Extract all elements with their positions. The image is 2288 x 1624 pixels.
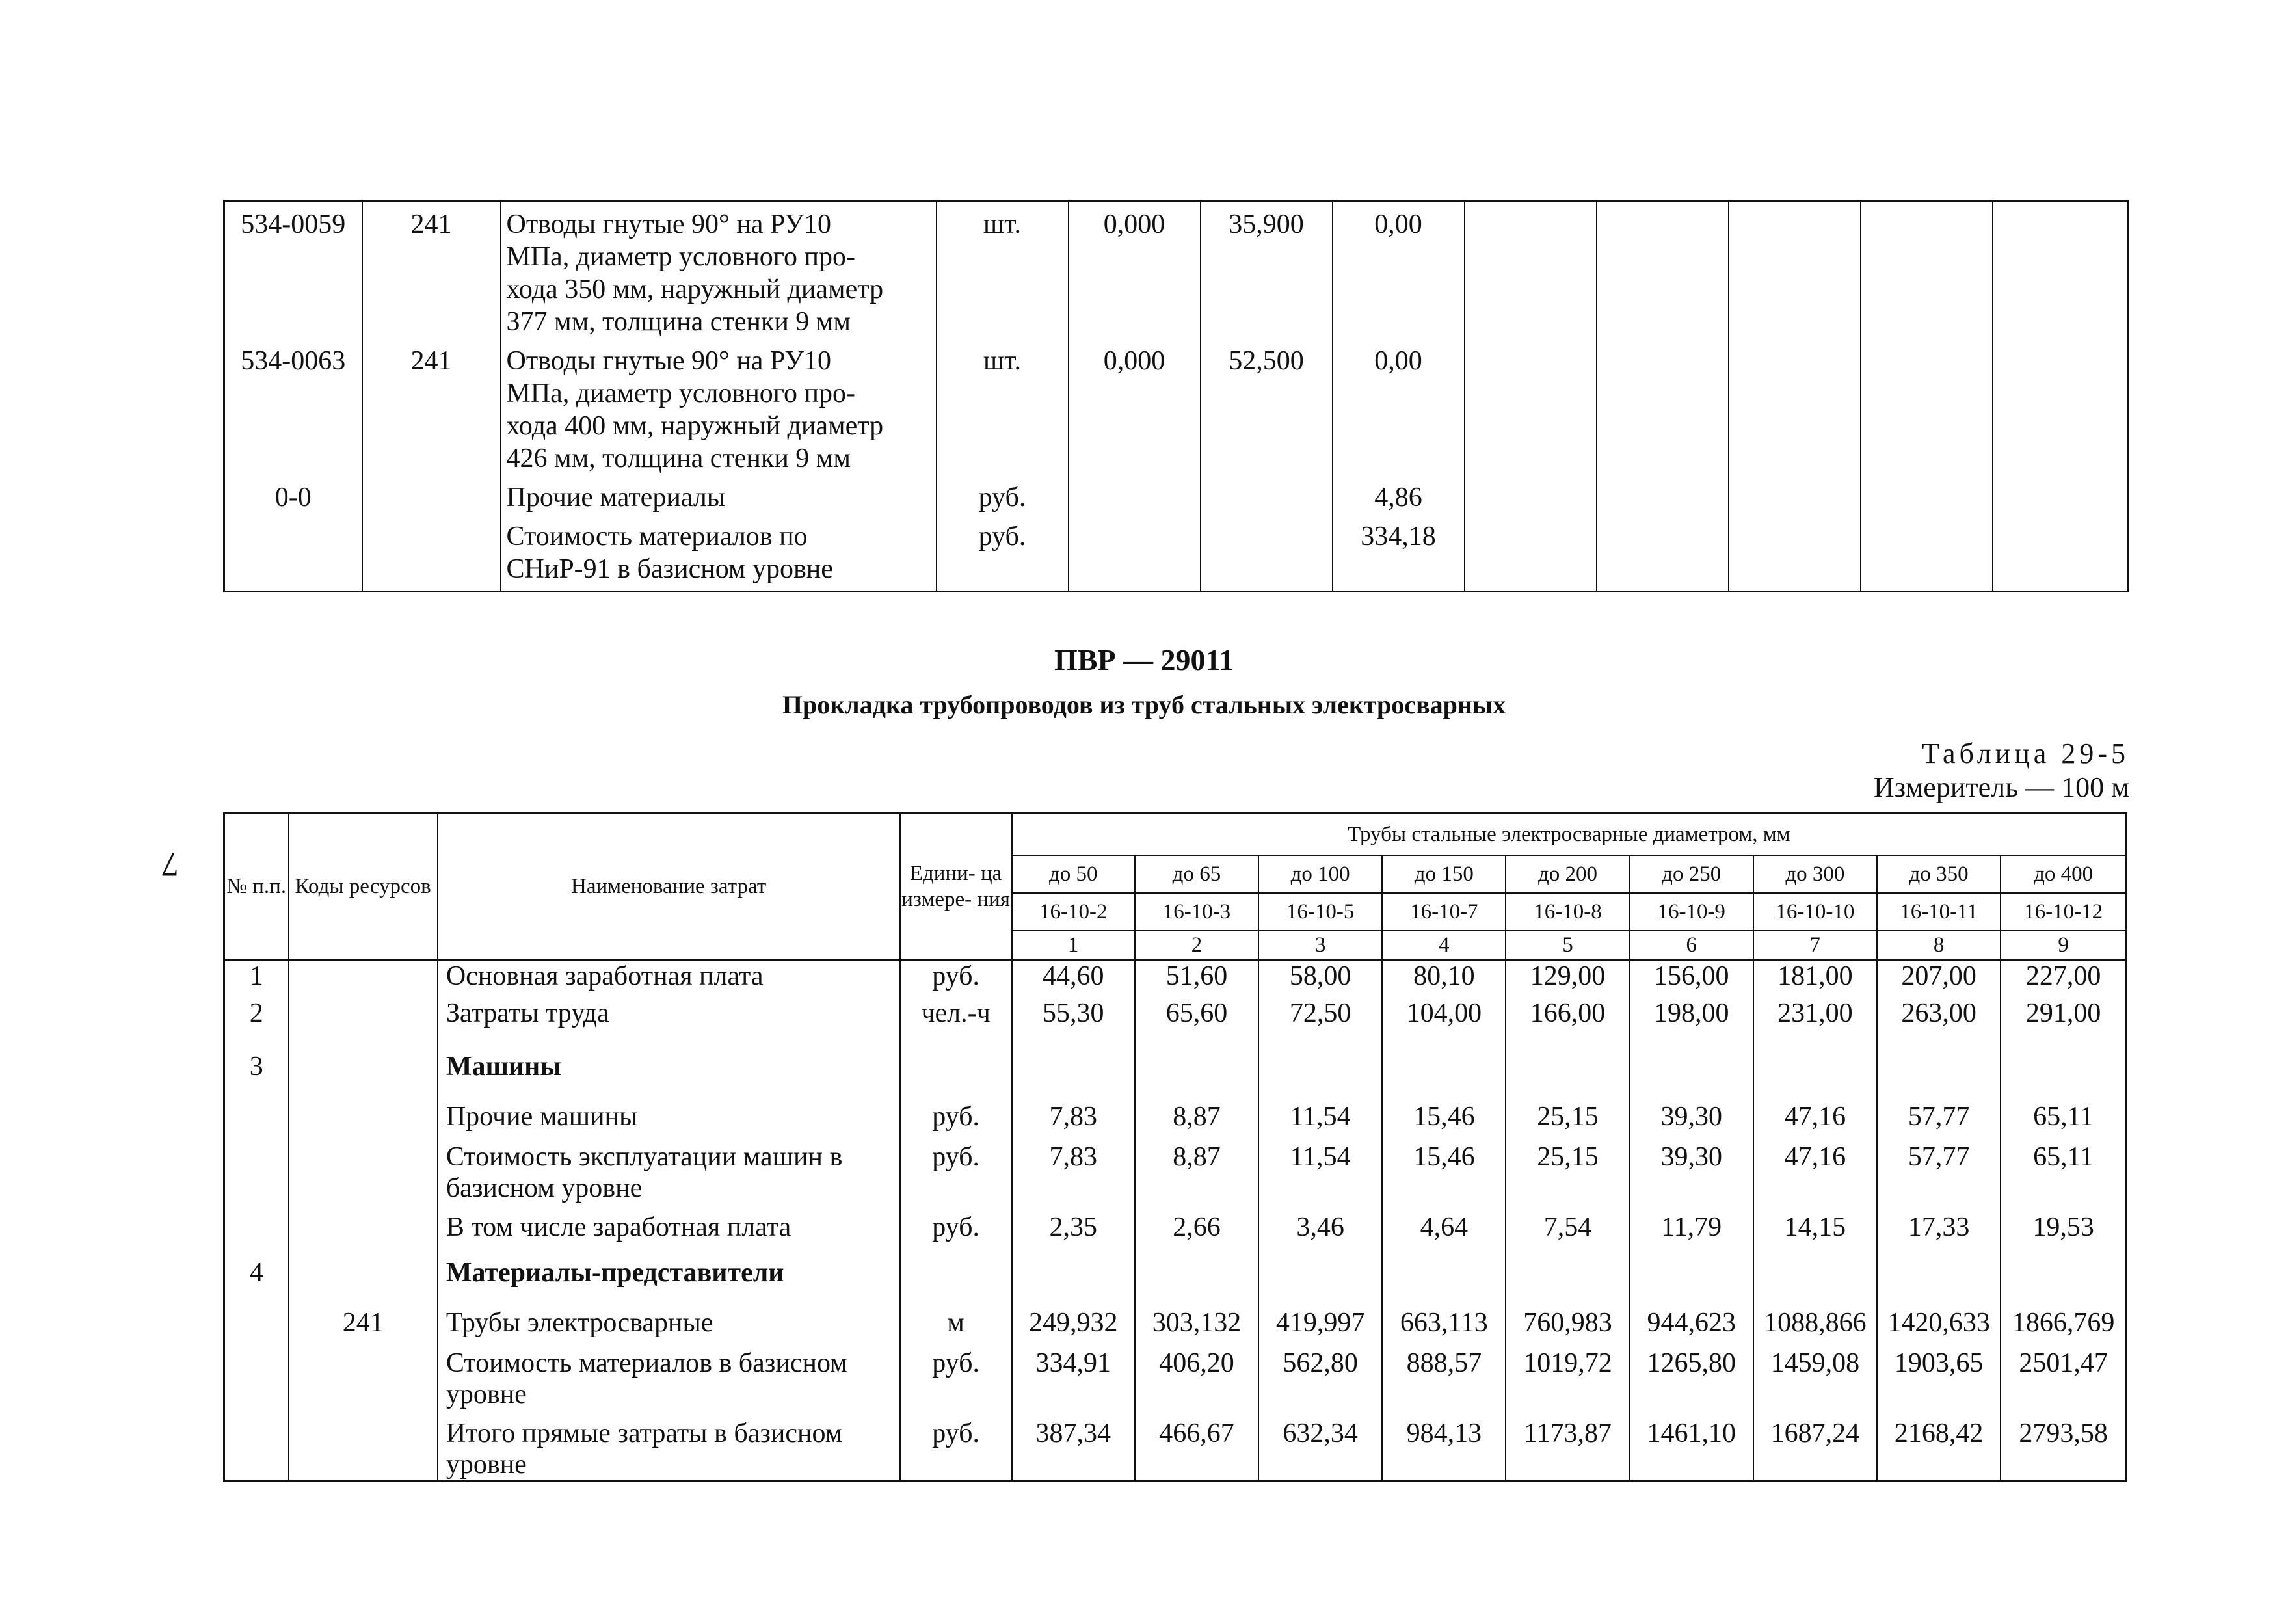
row-value: [1012, 1245, 1135, 1301]
row-value: [1258, 1245, 1382, 1301]
cost-row: [224, 998, 2127, 1039]
header-column-number: 3: [1258, 931, 1382, 960]
cost-row: [224, 960, 2127, 998]
row-value: [1258, 1039, 1382, 1095]
row-value: 198,00: [1630, 998, 1753, 1039]
material-value-3: 334,18: [1333, 514, 1465, 592]
material-unit: руб.: [937, 475, 1069, 514]
empty-cell: [1729, 475, 1861, 514]
row-value: 231,00: [1753, 998, 1877, 1039]
row-value: [1135, 1245, 1258, 1301]
header-norm-code: 16-10-11: [1877, 893, 2001, 931]
row-value: [1630, 1039, 1753, 1095]
row-resource-code: [289, 960, 438, 998]
empty-cell: [1597, 475, 1729, 514]
row-number: [224, 1301, 289, 1341]
row-unit: руб.: [900, 1341, 1012, 1411]
row-resource-code: [289, 1095, 438, 1135]
header-diameter: до 300: [1753, 855, 1877, 893]
cost-table: [223, 812, 2127, 1482]
row-unit: [900, 1039, 1012, 1095]
resource-code: [362, 475, 501, 514]
row-resource-code: [289, 1205, 438, 1245]
row-value: [1877, 1039, 2001, 1095]
header-norm-code: 16-10-9: [1630, 893, 1753, 931]
row-value: 1461,10: [1630, 1411, 1753, 1482]
material-unit: шт.: [937, 201, 1069, 339]
row-value: 47,16: [1753, 1095, 1877, 1135]
empty-cell: [1597, 338, 1729, 475]
material-value-2: [1201, 514, 1333, 592]
header-diameter: до 150: [1382, 855, 1506, 893]
header-column-number: 5: [1506, 931, 1629, 960]
row-value: 1903,65: [1877, 1341, 2001, 1411]
resource-code: 241: [362, 201, 501, 339]
row-value: 11,54: [1258, 1095, 1382, 1135]
material-row: [224, 475, 2129, 514]
row-value: [1506, 1245, 1629, 1301]
row-number: [224, 1205, 289, 1245]
row-value: 55,30: [1012, 998, 1135, 1039]
empty-cell: [1861, 338, 1993, 475]
material-value-2: 35,900: [1201, 201, 1333, 339]
header-diameter: до 50: [1012, 855, 1135, 893]
header-resource-codes: Коды ресурсов: [289, 814, 438, 960]
row-value: 227,00: [2001, 960, 2126, 998]
row-cost-name: Затраты труда: [438, 998, 900, 1039]
row-unit: [900, 1245, 1012, 1301]
row-value: [1012, 1039, 1135, 1095]
row-number: 4: [224, 1245, 289, 1301]
row-value: 8,87: [1135, 1095, 1258, 1135]
row-value: 1866,769: [2001, 1301, 2126, 1341]
material-name-line: Прочие материалы: [506, 483, 725, 512]
row-value: [1506, 1039, 1629, 1095]
row-value: 562,80: [1258, 1341, 1382, 1411]
row-value: 7,83: [1012, 1095, 1135, 1135]
row-value: 80,10: [1382, 960, 1506, 998]
material-row: [224, 338, 2129, 475]
row-value: 129,00: [1506, 960, 1629, 998]
row-unit: руб.: [900, 1095, 1012, 1135]
material-code: 0-0: [224, 475, 362, 514]
row-number: [224, 1341, 289, 1411]
material-name-line: МПа, диаметр условного про-: [506, 379, 855, 408]
empty-cell: [1597, 201, 1729, 339]
material-value-1: [1069, 514, 1201, 592]
row-value: 7,83: [1012, 1135, 1135, 1205]
row-value: 19,53: [2001, 1205, 2126, 1245]
material-value-3: 4,86: [1333, 475, 1465, 514]
empty-cell: [1861, 201, 1993, 339]
row-value: 58,00: [1258, 960, 1382, 998]
row-number: 1: [224, 960, 289, 998]
material-row: [224, 514, 2129, 592]
material-value-2: 52,500: [1201, 338, 1333, 475]
cost-row: [224, 1341, 2127, 1411]
cost-row: [224, 1301, 2127, 1341]
row-value: 1459,08: [1753, 1341, 1877, 1411]
cost-row: [224, 1411, 2127, 1482]
material-value-1: [1069, 475, 1201, 514]
material-unit: руб.: [937, 514, 1069, 592]
row-value: 1173,87: [1506, 1411, 1629, 1482]
empty-cell: [1597, 514, 1729, 592]
row-value: 72,50: [1258, 998, 1382, 1039]
row-value: 2793,58: [2001, 1411, 2126, 1482]
row-value: 1420,633: [1877, 1301, 2001, 1341]
row-cost-name: Итого прямые затраты в базисном уровне: [438, 1411, 900, 1482]
material-code: [224, 514, 362, 592]
material-value-1: 0,000: [1069, 338, 1201, 475]
empty-cell: [1465, 338, 1597, 475]
empty-cell: [1729, 514, 1861, 592]
material-row: [224, 201, 2129, 339]
materials-continuation-table: [223, 200, 2129, 592]
row-unit: м: [900, 1301, 1012, 1341]
header-diameter: до 250: [1630, 855, 1753, 893]
material-code: 534-0059: [224, 201, 362, 339]
cost-row: [224, 1095, 2127, 1135]
material-name-line: хода 350 мм, наружный диаметр: [506, 274, 884, 304]
row-value: 181,00: [1753, 960, 1877, 998]
row-value: 3,46: [1258, 1205, 1382, 1245]
row-value: 14,15: [1753, 1205, 1877, 1245]
header-diameter: до 350: [1877, 855, 2001, 893]
header-norm-code: 16-10-2: [1012, 893, 1135, 931]
material-name: [501, 201, 937, 339]
row-value: 11,54: [1258, 1135, 1382, 1205]
header-column-number: 9: [2001, 931, 2126, 960]
row-value: 1088,866: [1753, 1301, 1877, 1341]
row-cost-name: Прочие машины: [438, 1095, 900, 1135]
row-value: [1135, 1039, 1258, 1095]
row-value: [1630, 1245, 1753, 1301]
header-diameter: до 65: [1135, 855, 1258, 893]
row-unit: чел.-ч: [900, 998, 1012, 1039]
row-number: [224, 1095, 289, 1135]
row-value: 663,113: [1382, 1301, 1506, 1341]
row-value: 15,46: [1382, 1095, 1506, 1135]
row-value: 419,997: [1258, 1301, 1382, 1341]
cost-row: [224, 1245, 2127, 1301]
cost-table-header: [224, 814, 2127, 960]
material-value-3: 0,00: [1333, 201, 1465, 339]
row-value: 57,77: [1877, 1135, 2001, 1205]
header-diameter: до 200: [1506, 855, 1629, 893]
row-value: 263,00: [1877, 998, 2001, 1039]
row-value: [1382, 1245, 1506, 1301]
empty-cell: [1465, 475, 1597, 514]
row-unit: руб.: [900, 960, 1012, 998]
empty-cell: [1465, 514, 1597, 592]
material-name-line: Отводы гнутые 90° на РУ10: [506, 209, 831, 239]
material-name-line: 377 мм, толщина стенки 9 мм: [506, 307, 851, 337]
empty-cell: [1861, 514, 1993, 592]
cost-row: [224, 1135, 2127, 1205]
row-value: 291,00: [2001, 998, 2126, 1039]
row-value: [1382, 1039, 1506, 1095]
empty-cell: [1993, 514, 2129, 592]
empty-cell: [1993, 338, 2129, 475]
row-cost-name: Стоимость эксплуатации машин в базисном уровне: [438, 1135, 900, 1205]
page-number: 7: [161, 845, 179, 884]
row-value: 760,983: [1506, 1301, 1629, 1341]
header-column-number: 8: [1877, 931, 2001, 960]
material-name: [501, 514, 937, 592]
material-value-3: 0,00: [1333, 338, 1465, 475]
row-cost-name: В том числе заработная плата: [438, 1205, 900, 1245]
row-number: 3: [224, 1039, 289, 1095]
row-cost-name: Трубы электросварные: [438, 1301, 900, 1341]
header-column-number: 6: [1630, 931, 1753, 960]
row-value: 166,00: [1506, 998, 1629, 1039]
header-norm-code: 16-10-3: [1135, 893, 1258, 931]
empty-cell: [1861, 475, 1993, 514]
header-norm-code: 16-10-10: [1753, 893, 1877, 931]
row-number: [224, 1135, 289, 1205]
row-cost-name: Материалы-представители: [438, 1245, 900, 1301]
row-value: 2501,47: [2001, 1341, 2126, 1411]
material-name: [501, 338, 937, 475]
material-value-2: [1201, 475, 1333, 514]
row-value: 2,35: [1012, 1205, 1135, 1245]
row-value: [2001, 1245, 2126, 1301]
row-value: [1877, 1245, 2001, 1301]
header-norm-code: 16-10-5: [1258, 893, 1382, 931]
row-unit: руб.: [900, 1135, 1012, 1205]
document-code: ПВР — 29011: [1054, 643, 1234, 676]
row-value: 888,57: [1382, 1341, 1506, 1411]
row-value: 632,34: [1258, 1411, 1382, 1482]
row-value: 984,13: [1382, 1411, 1506, 1482]
header-column-number: 7: [1753, 931, 1877, 960]
material-code: 534-0063: [224, 338, 362, 475]
row-value: 44,60: [1012, 960, 1135, 998]
row-value: 944,623: [1630, 1301, 1753, 1341]
material-name-line: Отводы гнутые 90° на РУ10: [506, 346, 831, 376]
material-name-line: 426 мм, толщина стенки 9 мм: [506, 444, 851, 473]
row-value: 303,132: [1135, 1301, 1258, 1341]
row-value: 39,30: [1630, 1135, 1753, 1205]
row-value: 57,77: [1877, 1095, 2001, 1135]
row-value: 406,20: [1135, 1341, 1258, 1411]
row-value: 1687,24: [1753, 1411, 1877, 1482]
row-value: 8,87: [1135, 1135, 1258, 1205]
header-column-number: 4: [1382, 931, 1506, 960]
materials-continuation-body: [224, 201, 2129, 592]
row-value: 47,16: [1753, 1135, 1877, 1205]
header-column-number: 1: [1012, 931, 1135, 960]
empty-cell: [1993, 475, 2129, 514]
material-unit: шт.: [937, 338, 1069, 475]
header-norm-code: 16-10-8: [1506, 893, 1629, 931]
row-value: 466,67: [1135, 1411, 1258, 1482]
header-column-number: 2: [1135, 931, 1258, 960]
measurement-unit: Измеритель — 100 м: [1873, 771, 2129, 803]
material-name-line: Стоимость материалов по: [506, 522, 808, 552]
row-number: [224, 1411, 289, 1482]
row-value: 65,60: [1135, 998, 1258, 1039]
row-cost-name: Машины: [438, 1039, 900, 1095]
table-label: Таблица 29-5: [1922, 738, 2129, 769]
cost-table-body: [224, 960, 2127, 1482]
row-value: 207,00: [1877, 960, 2001, 998]
row-value: [1753, 1245, 1877, 1301]
empty-cell: [1465, 201, 1597, 339]
row-resource-code: 241: [289, 1301, 438, 1341]
row-value: 25,15: [1506, 1135, 1629, 1205]
material-name-line: СНиР-91 в базисном уровне: [506, 554, 833, 584]
material-name: [501, 475, 937, 514]
material-name-line: хода 400 мм, наружный диаметр: [506, 411, 884, 441]
header-cost-name: Наименование затрат: [438, 814, 900, 960]
header-diameter: до 100: [1258, 855, 1382, 893]
resource-code: [362, 514, 501, 592]
header-diameter: до 400: [2001, 855, 2126, 893]
row-value: [1753, 1039, 1877, 1095]
row-value: 4,64: [1382, 1205, 1506, 1245]
material-name-line: МПа, диаметр условного про-: [506, 242, 855, 272]
header-norm-code: 16-10-7: [1382, 893, 1506, 931]
row-value: 39,30: [1630, 1095, 1753, 1135]
row-unit: руб.: [900, 1205, 1012, 1245]
row-value: 65,11: [2001, 1095, 2126, 1135]
row-resource-code: [289, 1411, 438, 1482]
row-resource-code: [289, 998, 438, 1039]
header-num: № п.п.: [224, 814, 289, 960]
empty-cell: [1729, 201, 1861, 339]
row-value: 1265,80: [1630, 1341, 1753, 1411]
row-value: 104,00: [1382, 998, 1506, 1039]
row-value: 2,66: [1135, 1205, 1258, 1245]
row-resource-code: [289, 1341, 438, 1411]
row-value: 334,91: [1012, 1341, 1135, 1411]
empty-cell: [1993, 201, 2129, 339]
row-resource-code: [289, 1245, 438, 1301]
row-resource-code: [289, 1039, 438, 1095]
row-value: 2168,42: [1877, 1411, 2001, 1482]
row-value: 51,60: [1135, 960, 1258, 998]
header-norm-code: 16-10-12: [2001, 893, 2126, 931]
cost-row: [224, 1039, 2127, 1095]
row-value: 249,932: [1012, 1301, 1135, 1341]
row-value: 7,54: [1506, 1205, 1629, 1245]
empty-cell: [1729, 338, 1861, 475]
row-value: 25,15: [1506, 1095, 1629, 1135]
row-value: 17,33: [1877, 1205, 2001, 1245]
header-pipe-diameter-group: Трубы стальные электросварные диаметром, мм: [1012, 814, 2127, 855]
row-value: 11,79: [1630, 1205, 1753, 1245]
material-value-1: 0,000: [1069, 201, 1201, 339]
document-title: Прокладка трубопроводов из труб стальных электросварных: [782, 690, 1506, 719]
row-number: 2: [224, 998, 289, 1039]
row-unit: руб.: [900, 1411, 1012, 1482]
row-value: 65,11: [2001, 1135, 2126, 1205]
resource-code: 241: [362, 338, 501, 475]
row-value: 156,00: [1630, 960, 1753, 998]
row-value: [2001, 1039, 2126, 1095]
row-cost-name: Основная заработная плата: [438, 960, 900, 998]
row-value: 15,46: [1382, 1135, 1506, 1205]
row-resource-code: [289, 1135, 438, 1205]
row-value: 1019,72: [1506, 1341, 1629, 1411]
row-value: 387,34: [1012, 1411, 1135, 1482]
cost-row: [224, 1205, 2127, 1245]
row-cost-name: Стоимость материалов в базисном уровне: [438, 1341, 900, 1411]
header-unit: Едини- ца измере- ния: [900, 814, 1012, 960]
